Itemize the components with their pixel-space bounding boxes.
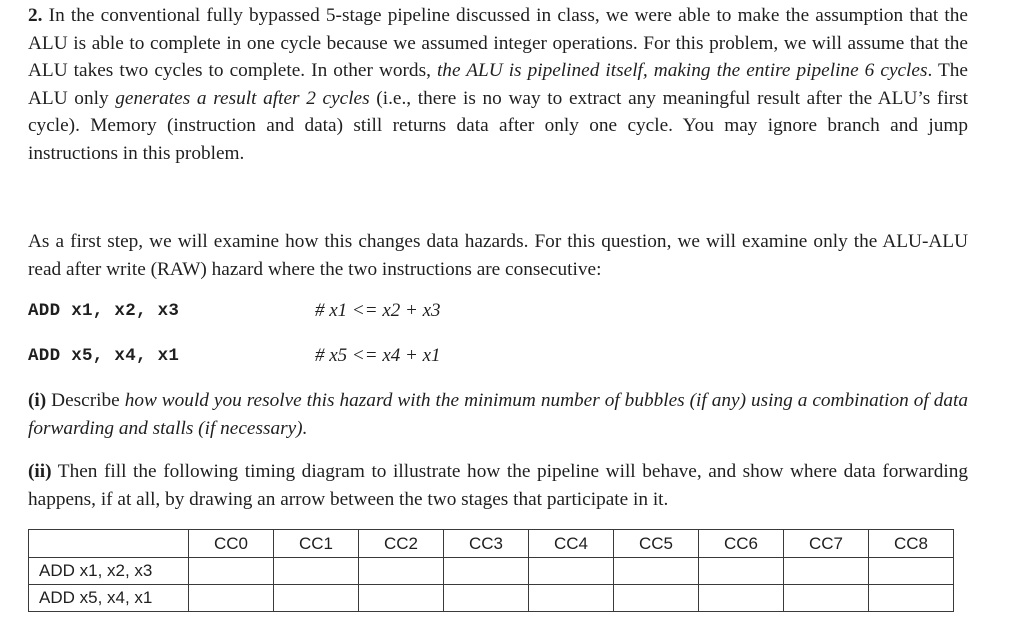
cell-r1-cc7[interactable]	[784, 558, 869, 585]
question-number: 2.	[28, 5, 43, 26]
header-cc1: CC1	[274, 530, 359, 558]
part-ii-text: Then fill the following timing diagram to illustrate how the pipeline will behave, and show where data forwarding happens, if at all, by drawing an arrow between the two stages that participate in it.	[28, 461, 968, 510]
cell-r2-cc6[interactable]	[699, 585, 784, 612]
cell-r2-cc0[interactable]	[189, 585, 274, 612]
cell-r1-cc0[interactable]	[189, 558, 274, 585]
header-cc7: CC7	[784, 530, 869, 558]
cell-r1-cc6[interactable]	[699, 558, 784, 585]
code-instruction-1: ADD x1, x2, x3	[28, 301, 180, 321]
code-comment-1: # x1 <= x2 + x3	[315, 300, 441, 321]
cell-r2-cc7[interactable]	[784, 585, 869, 612]
timing-diagram-table	[28, 529, 954, 612]
cell-r2-cc8[interactable]	[869, 585, 954, 612]
table-row	[29, 585, 954, 612]
intro-italic-2: generates a result after 2 cycles	[115, 87, 370, 109]
cell-r1-cc8[interactable]	[869, 558, 954, 585]
code-instruction-2: ADD x5, x4, x1	[28, 346, 180, 366]
cell-r2-cc2[interactable]	[359, 585, 444, 612]
part-ii-label: (ii)	[28, 461, 52, 482]
header-cc0: CC0	[189, 530, 274, 558]
header-cc2: CC2	[359, 530, 444, 558]
part-i-label: (i)	[28, 390, 47, 411]
cell-r2-cc3[interactable]	[444, 585, 529, 612]
header-cc3: CC3	[444, 530, 529, 558]
code-line-1	[28, 299, 728, 323]
row-label-instruction-2: ADD x5, x4, x1	[29, 585, 189, 612]
cell-r2-cc5[interactable]	[614, 585, 699, 612]
header-cc8: CC8	[869, 530, 954, 558]
intro-text-c: (i.e., there is no way to extract any meaningful result after the ALU’s first cycle). Memory (instruction and data) still returns data after only one cycle. You may ignore branch and jump instructions in this problem.	[28, 87, 968, 164]
intro-text-b: . The ALU only	[28, 60, 968, 109]
hazard-paragraph: As a first step, we will examine how this changes data hazards. For this question, we will examine only the ALU-ALU read after write (RAW) hazard where the two instructions are consecutive:	[28, 231, 968, 280]
cell-r1-cc3[interactable]	[444, 558, 529, 585]
intro-text-a: In the conventional fully bypassed 5-stage pipeline discussed in class, we were able to make the assumption that the ALU is able to complete in one cycle because we assumed integer operations. For this problem, we will assume that the ALU takes two cycles to complete. In other words,	[28, 5, 968, 81]
part-i-italic: how would you resolve this hazard with the minimum number of bubbles (if any) using a combination of data forwarding and stalls (if necessary).	[28, 390, 968, 439]
cell-r1-cc1[interactable]	[274, 558, 359, 585]
table-row	[29, 558, 954, 585]
problem-page	[28, 0, 976, 638]
cell-r1-cc2[interactable]	[359, 558, 444, 585]
header-corner	[29, 530, 189, 558]
row-label-instruction-1: ADD x1, x2, x3	[29, 558, 189, 585]
intro-italic-1: the ALU is pipelined itself, making the entire pipeline 6 cycles	[436, 60, 928, 81]
code-line-2	[28, 344, 728, 368]
header-cc5: CC5	[614, 530, 699, 558]
code-comment-2: # x5 <= x4 + x1	[315, 345, 441, 366]
cell-r1-cc5[interactable]	[614, 558, 699, 585]
header-cc4: CC4	[529, 530, 614, 558]
problem-intro-paragraph	[28, 2, 968, 167]
header-cc6: CC6	[699, 530, 784, 558]
cell-r1-cc4[interactable]	[529, 558, 614, 585]
timing-header-row	[29, 530, 954, 558]
cell-r2-cc1[interactable]	[274, 585, 359, 612]
cell-r2-cc4[interactable]	[529, 585, 614, 612]
part-ii-question	[28, 458, 968, 513]
part-i-question	[28, 387, 968, 442]
part-i-plain: Describe	[46, 390, 125, 411]
